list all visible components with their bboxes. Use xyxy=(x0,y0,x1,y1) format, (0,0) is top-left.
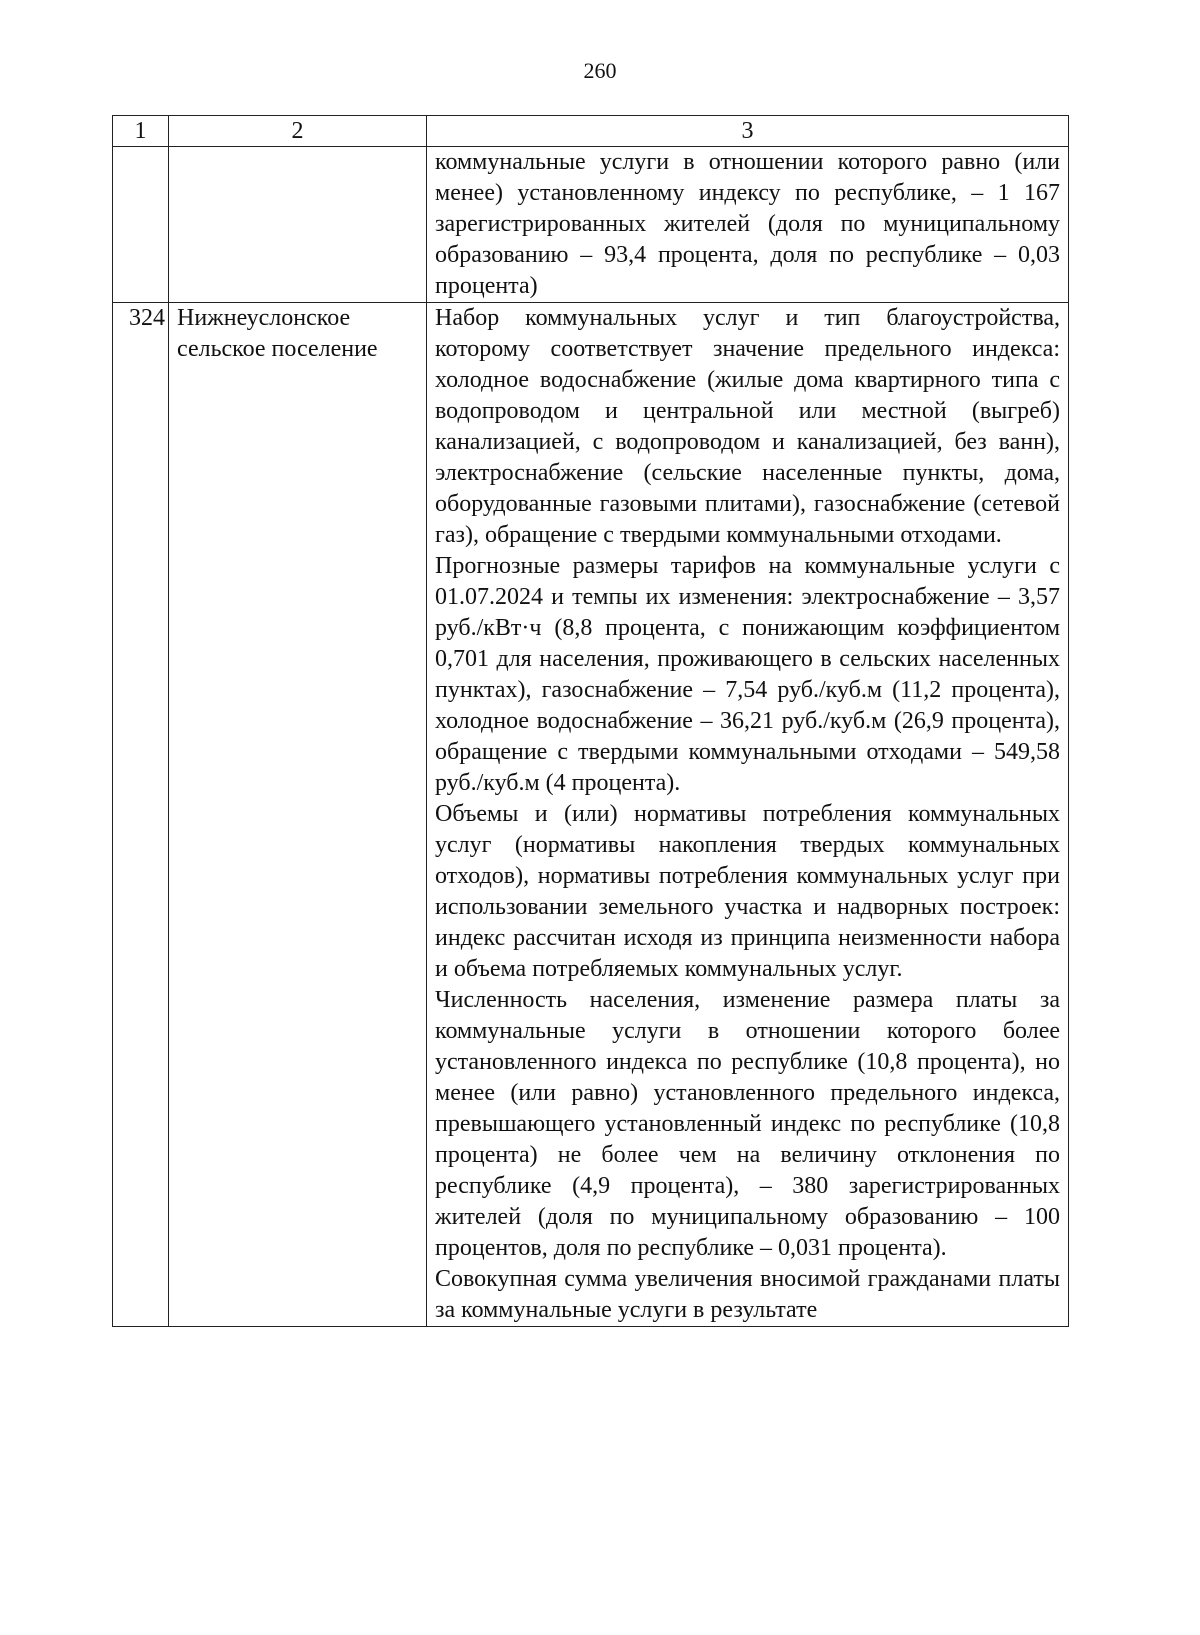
table-header-row xyxy=(113,116,1069,147)
column-header-1: 1 xyxy=(113,116,169,147)
table-row xyxy=(113,303,1069,1327)
description-paragraph: Объемы и (или) нормативы потребления коммунальных услуг (нормативы накопления твердых коммунальных отходов), нормативы потребления коммунальных услуг при использовании земельного участка и надворных построек: индекс рассчитан исходя из принципа неизменности набора и объема потребляемых коммунальных услуг. xyxy=(435,801,1060,982)
row-number-cell: 324 xyxy=(113,303,169,1327)
municipality-name-cell xyxy=(169,147,427,303)
description-paragraph: Численность населения, изменение размера платы за коммунальные услуги в отношении которого более установленного индекса по республике (10,8 процента), но менее (или равно) установленного предельного индекса, превышающего установленный индекс по республике (10,8 процента) не более чем на величину отклонения по республике (4,9 процента), – 380 зарегистрированных жителей (доля по муниципальному образованию – 100 процентов, доля по республике – 0,031 процента). xyxy=(435,987,1060,1261)
data-table xyxy=(112,115,1069,1327)
municipality-name-line: Нижнеуслонское xyxy=(177,305,351,331)
row-number-cell xyxy=(113,147,169,303)
description-paragraph: Набор коммунальных услуг и тип благоустройства, которому соответствует значение предельного индекса: холодное водоснабжение (жилые дома квартирного типа с водопроводом и центральной или местной (выгреб) канализацией, с водопроводом и канализацией, без ванн), электроснабжение (сельские населенные пункты, дома, оборудованные газовыми плитами), газоснабжение (сетевой газ), обращение с твердыми коммунальными отходами. xyxy=(435,305,1060,548)
column-header-3: 3 xyxy=(427,116,1069,147)
description-cell xyxy=(427,303,1069,1327)
description-paragraph: Совокупная сумма увеличения вносимой гражданами платы за коммунальные услуги в результате xyxy=(435,1266,1060,1323)
page-number: 260 xyxy=(583,58,617,83)
description-paragraph: Прогнозные размеры тарифов на коммунальные услуги с 01.07.2024 и темпы их изменения: электроснабжение – 3,57 руб./кВт·ч (8,8 процента, с понижающим коэффициентом 0,701 для населения, проживающего в сельских населенных пунктах), газоснабжение – 7,54 руб./куб.м (11,2 процента), холодное водоснабжение – 36,21 руб./куб.м (26,9 процента), обращение с твердыми коммунальными отходами – 549,58 руб./куб.м (4 процента). xyxy=(435,553,1060,796)
municipality-name-line: сельское поселение xyxy=(177,336,378,362)
table-row xyxy=(113,147,1069,303)
column-header-2: 2 xyxy=(169,116,427,147)
description-paragraph: коммунальные услуги в отношении которого равно (или менее) установленному индексу по республике, – 1 167 зарегистрированных жителей (доля по муниципальному образованию – 93,4 процента, доля по республике – 0,03 процента) xyxy=(435,149,1060,299)
description-cell xyxy=(427,147,1069,303)
municipality-name-cell xyxy=(169,303,427,1327)
